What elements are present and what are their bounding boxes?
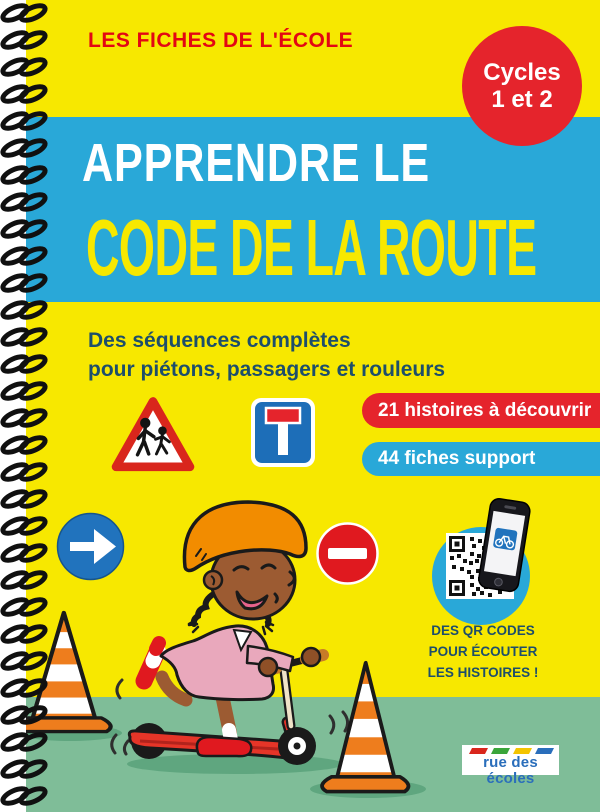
main-title-line2: CODE DE LA ROUTE <box>86 203 537 292</box>
subtitle-line2: pour piétons, passagers et rouleurs <box>88 358 446 381</box>
qr-caption-line3: LES HISTOIRES ! <box>427 665 539 680</box>
feature-pill-histoires: 21 histoires à découvrir <box>362 393 600 428</box>
feature-pill-fiches: 44 fiches support <box>362 442 600 476</box>
subtitle-line1: Des séquences complètes <box>88 329 351 352</box>
cycles-badge-line2: 1 et 2 <box>491 86 553 113</box>
series-title: LES FICHES DE L'ÉCOLE <box>88 29 354 52</box>
cycles-badge-line1: Cycles <box>483 59 561 86</box>
publisher-name: rue des écoles <box>483 754 538 787</box>
qr-caption-line1: DES QR CODES <box>431 623 535 638</box>
publisher-logo <box>462 745 559 787</box>
spiral-binding-icon <box>0 0 50 812</box>
traffic-cone-right <box>322 663 409 792</box>
main-title-line1: APPRENDRE LE <box>82 133 431 193</box>
qr-caption-line2: POUR ÉCOUTER <box>428 644 538 659</box>
